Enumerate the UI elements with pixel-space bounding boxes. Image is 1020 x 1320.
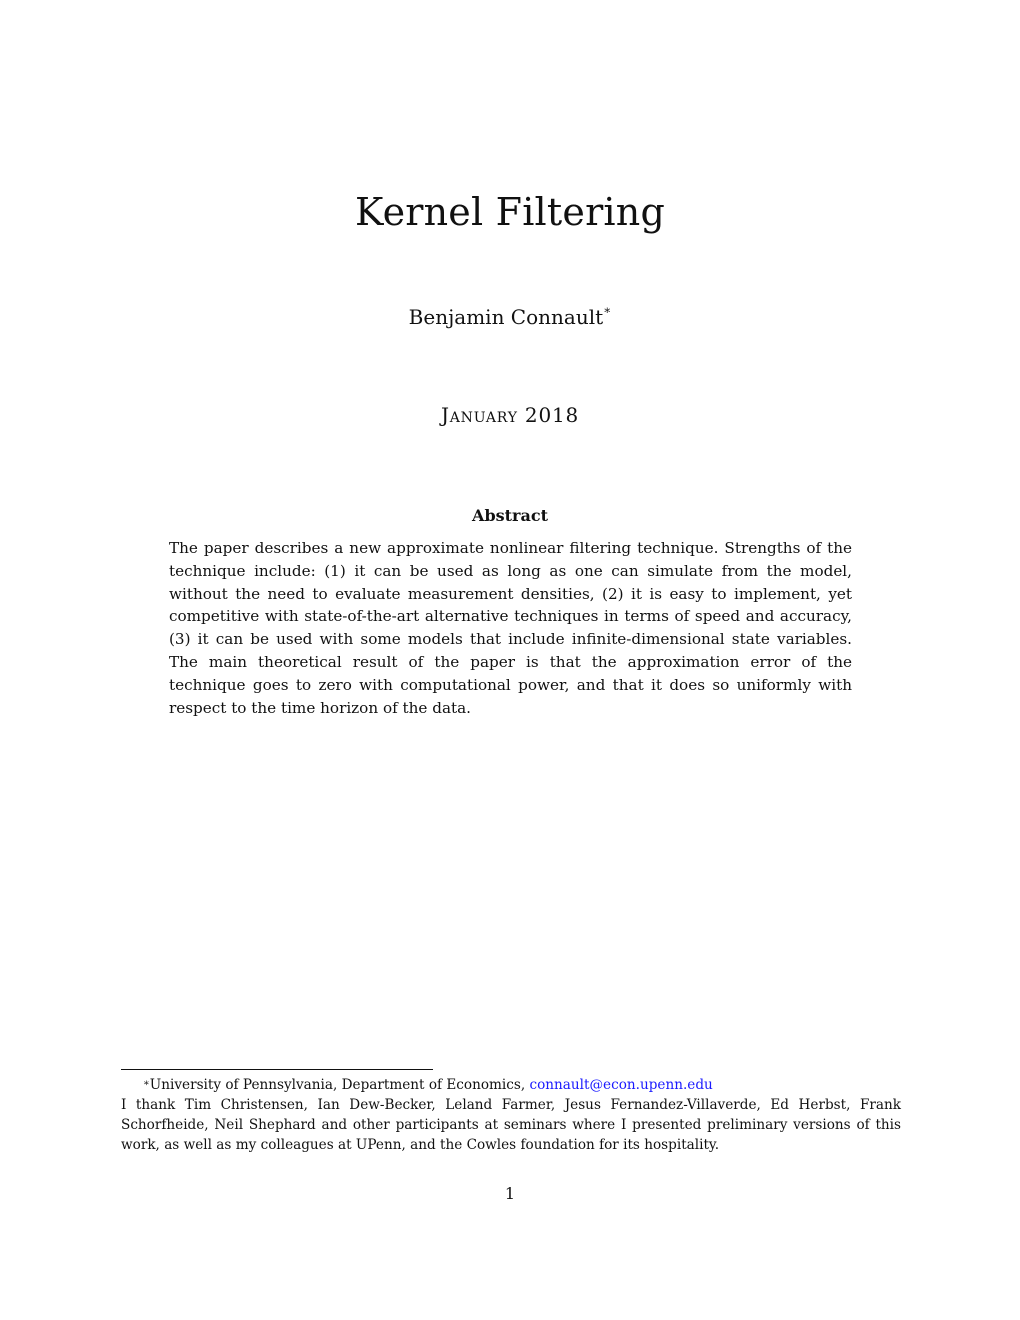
footnote-divider <box>121 1069 433 1070</box>
acknowledgment-text: I thank Tim Christensen, Ian Dew-Becker, Leland Farmer, Jesus Fernandez-Villaverde, Ed Herbst, Frank Schorfheide, Neil Shephard and other participants at seminars where I presented preliminary versions of this work, as well as my colleagues at UPenn, and the Cowles foundation for its hospitality. <box>121 1097 901 1153</box>
footnote-affiliation <box>121 1075 901 1095</box>
footnote-mark: ∗ <box>143 1078 150 1089</box>
abstract-heading: Abstract <box>472 506 548 525</box>
author-footnote-mark[interactable]: ∗ <box>603 303 612 317</box>
publication-date: January 2018 <box>440 403 580 427</box>
author-name: Benjamin Connault <box>408 305 604 329</box>
abstract-text: The paper describes a new approximate nonlinear filtering technique. Strengths of the technique include: (1) it can be used as long as one can simulate from the model, without the need to evaluate measurement densities, (2) it is easy to implement, yet competitive with state-of-the-art alternative techniques in terms of speed and accuracy, (3) it can be used with some models that include infinite-dimensional state variables. The main theoretical result of the paper is that the approximation error of the technique goes to zero with computational power, and that it does so uniformly with respect to the time horizon of the data. <box>169 539 852 717</box>
email-link[interactable]: connault@econ.upenn.edu <box>529 1077 713 1093</box>
author <box>0 305 1020 329</box>
page-number: 1 <box>504 1184 516 1203</box>
paper-title: Kernel Filtering <box>355 190 665 234</box>
footnotes <box>121 1075 901 1155</box>
affiliation-text: University of Pennsylvania, Department of Economics, <box>149 1077 530 1093</box>
